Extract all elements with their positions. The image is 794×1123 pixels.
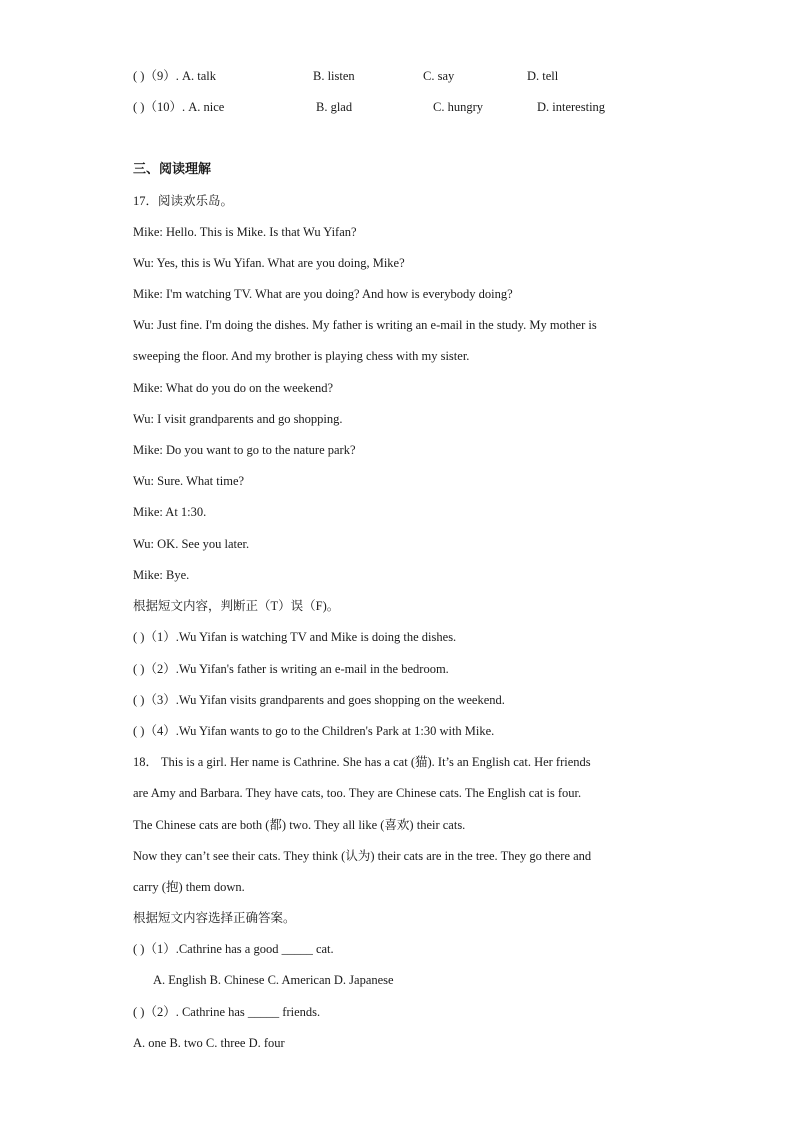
q18-passage-line: The Chinese cats are both (都) two. They all like (喜欢) their cats. — [133, 818, 466, 832]
question-9-a: ( )（9）. A. talk — [133, 69, 216, 83]
dialogue-line: sweeping the floor. And my brother is playing chess with my sister. — [133, 349, 470, 363]
dialogue-line: Mike: I'm watching TV. What are you doing? And how is everybody doing? — [133, 287, 513, 301]
section-title: 三、阅读理解 — [133, 162, 212, 177]
q17-item-4: ( )（4）.Wu Yifan wants to go to the Children's Park at 1:30 with Mike. — [133, 724, 495, 738]
q18-passage-line: carry (抱) them down. — [133, 880, 245, 894]
dialogue-line: Mike: Hello. This is Mike. Is that Wu Yifan? — [133, 225, 357, 239]
q17-title: 17．阅读欢乐岛。 — [133, 194, 234, 208]
q18-passage-line: Now they can’t see their cats. They think (认为) their cats are in the tree. They go there and — [133, 849, 592, 863]
dialogue-line: Wu: OK. See you later. — [133, 537, 250, 551]
q18-passage-line: are Amy and Barbara. They have cats, too. They are Chinese cats. The English cat is four. — [133, 786, 582, 800]
question-9-b: B. listen — [313, 69, 355, 83]
dialogue-line: Mike: Bye. — [133, 568, 190, 582]
dialogue-line: Mike: What do you do on the weekend? — [133, 381, 334, 395]
q18-item-2-question: ( )（2）. Cathrine has _____ friends. — [133, 1005, 321, 1019]
question-9 — [133, 68, 216, 84]
question-10-b: B. glad — [316, 100, 353, 114]
question-10 — [133, 99, 224, 115]
q17-instruction: 根据短文内容，判断正（T）误（F)。 — [133, 599, 340, 613]
q17-item-3: ( )（3）.Wu Yifan visits grandparents and goes shopping on the weekend. — [133, 693, 505, 707]
q18-instruction: 根据短文内容选择正确答案。 — [133, 911, 296, 925]
question-9-c: C. say — [423, 69, 455, 83]
q18-item-2-options: A. one B. two C. three D. four — [133, 1036, 285, 1050]
question-9-d: D. tell — [527, 69, 559, 83]
question-10-d: D. interesting — [537, 100, 606, 114]
dialogue-line: Wu: Just fine. I'm doing the dishes. My father is writing an e-mail in the study. My mother is — [133, 318, 597, 332]
question-10-a: ( )（10）. A. nice — [133, 100, 225, 114]
dialogue-line: Mike: Do you want to go to the nature park? — [133, 443, 356, 457]
question-10-c: C. hungry — [433, 100, 483, 114]
dialogue-line: Wu: Sure. What time? — [133, 474, 245, 488]
q17-item-2: ( )（2）.Wu Yifan's father is writing an e-mail in the bedroom. — [133, 662, 449, 676]
q18-item-1-options: A. English B. Chinese C. American D. Japanese — [153, 973, 394, 987]
dialogue-line: Wu: Yes, this is Wu Yifan. What are you doing, Mike? — [133, 256, 405, 270]
q17-item-1: ( )（1）.Wu Yifan is watching TV and Mike is doing the dishes. — [133, 630, 457, 644]
dialogue-line: Mike: At 1:30. — [133, 505, 207, 519]
q18-passage-line: 18． This is a girl. Her name is Cathrine. She has a cat (猫). It’s an English cat. Her friends — [133, 755, 591, 769]
dialogue-line: Wu: I visit grandparents and go shopping. — [133, 412, 343, 426]
q18-item-1-question: ( )（1）.Cathrine has a good _____ cat. — [133, 942, 334, 956]
